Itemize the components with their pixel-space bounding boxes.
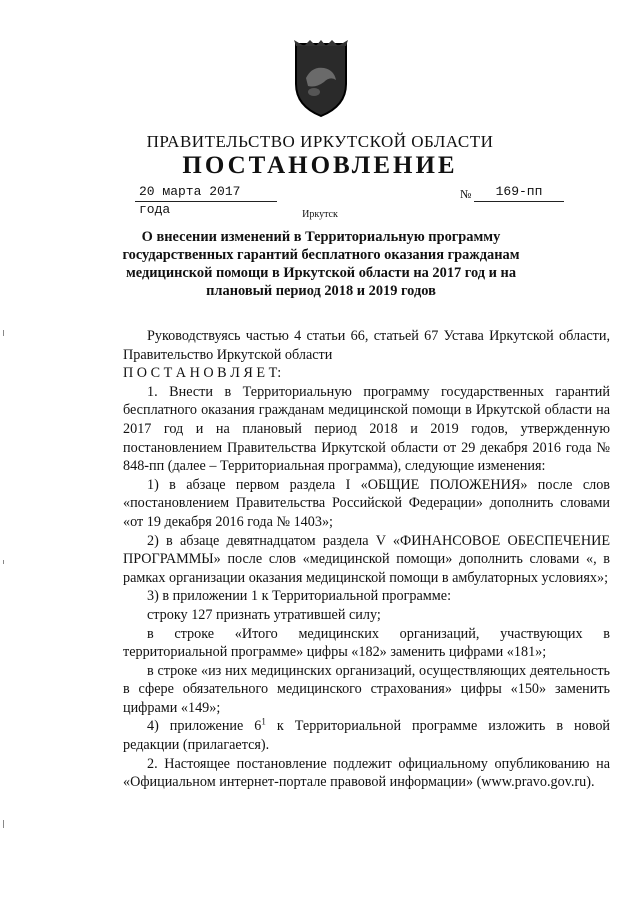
paragraph-item-2: 2. Настоящее постановление подлежит официальному опубликованию на «Официальном интернет-портале правовой информации» (www.pravo.gov.ru). [123,755,610,791]
paragraph-line-127: строку 127 признать утратившей силу; [147,606,381,623]
resolve-statement: П О С Т А Н О В Л Я Е Т: [123,365,282,382]
paragraph-oms-row: в строке «из них медицинских организаций, осуществляющих деятельность в сфере обязательного медицинского страхования» цифры «150» заменить цифрами «149»; [123,662,610,716]
document-heading: О внесении изменений в Территориальную программу государственных гарантий бесплатного оказания гражданам медицинской помощи в Иркутской области на 2017 год и на плановый период 2018 и 2019 годов [122,229,520,299]
scan-margin-mark [3,560,4,564]
coat-of-arms-emblem [290,38,352,118]
number-sign: № [460,187,472,201]
superscript-number: 1 [261,716,266,727]
document-title: ПОСТАНОВЛЕНИЕ [182,152,458,179]
government-name: ПРАВИТЕЛЬСТВО ИРКУТСКОЙ ОБЛАСТИ [146,132,494,151]
paragraph-subitem-2: 2) в абзаце девятнадцатом раздела V «ФИНАНСОВОЕ ОБЕСПЕЧЕНИЕ ПРОГРАММЫ» после слов «медицинской помощи» дополнить словами «, в рамках организации оказания медицинской помощи в амбулаторных условиях»; [123,532,610,586]
city-name: Иркутск [302,209,338,220]
document-body [123,327,610,792]
document-number: 169-пп [474,183,564,202]
paragraph-subitem-3: 3) в приложении 1 к Территориальной программе: [147,588,452,605]
paragraph-item-1: 1. Внести в Территориальную программу государственных гарантий бесплатного оказания гражданам медицинской помощи в Иркутской области на 2017 год и на плановый период 2018 и 2019 годов, утвержденную постановлением Правительства Иркутской области от 29 декабря 2016 года № 848-пп (далее – Территориальная программа), следующие изменения: [123,383,610,475]
document-number-field [460,183,564,201]
scan-margin-mark [3,820,4,828]
paragraph-preamble: Руководствуясь частью 4 статьи 66, статьей 67 Устава Иркутской области, Правительство Иркутской области [123,328,610,363]
paragraph-subitem-1: 1) в абзаце первом раздела I «ОБЩИЕ ПОЛОЖЕНИЯ» после слов «постановлением Правительства Российской Федерации» дополнить словами «от 19 декабря 2016 года № 1403»; [123,476,610,530]
paragraph-total-row: в строке «Итого медицинских организаций, участвующих в территориальной программе» цифры «182» заменить цифрами «181»; [123,625,610,661]
subitem-4-end: к Территориальной программе изложить в новой редакции (прилагается). [123,718,611,754]
document-date: 20 марта 2017 года [135,183,277,202]
scan-margin-mark [3,330,4,336]
subitem-4-start: 4) приложение 6 [147,718,262,735]
paragraph-subitem-4 [123,717,610,754]
